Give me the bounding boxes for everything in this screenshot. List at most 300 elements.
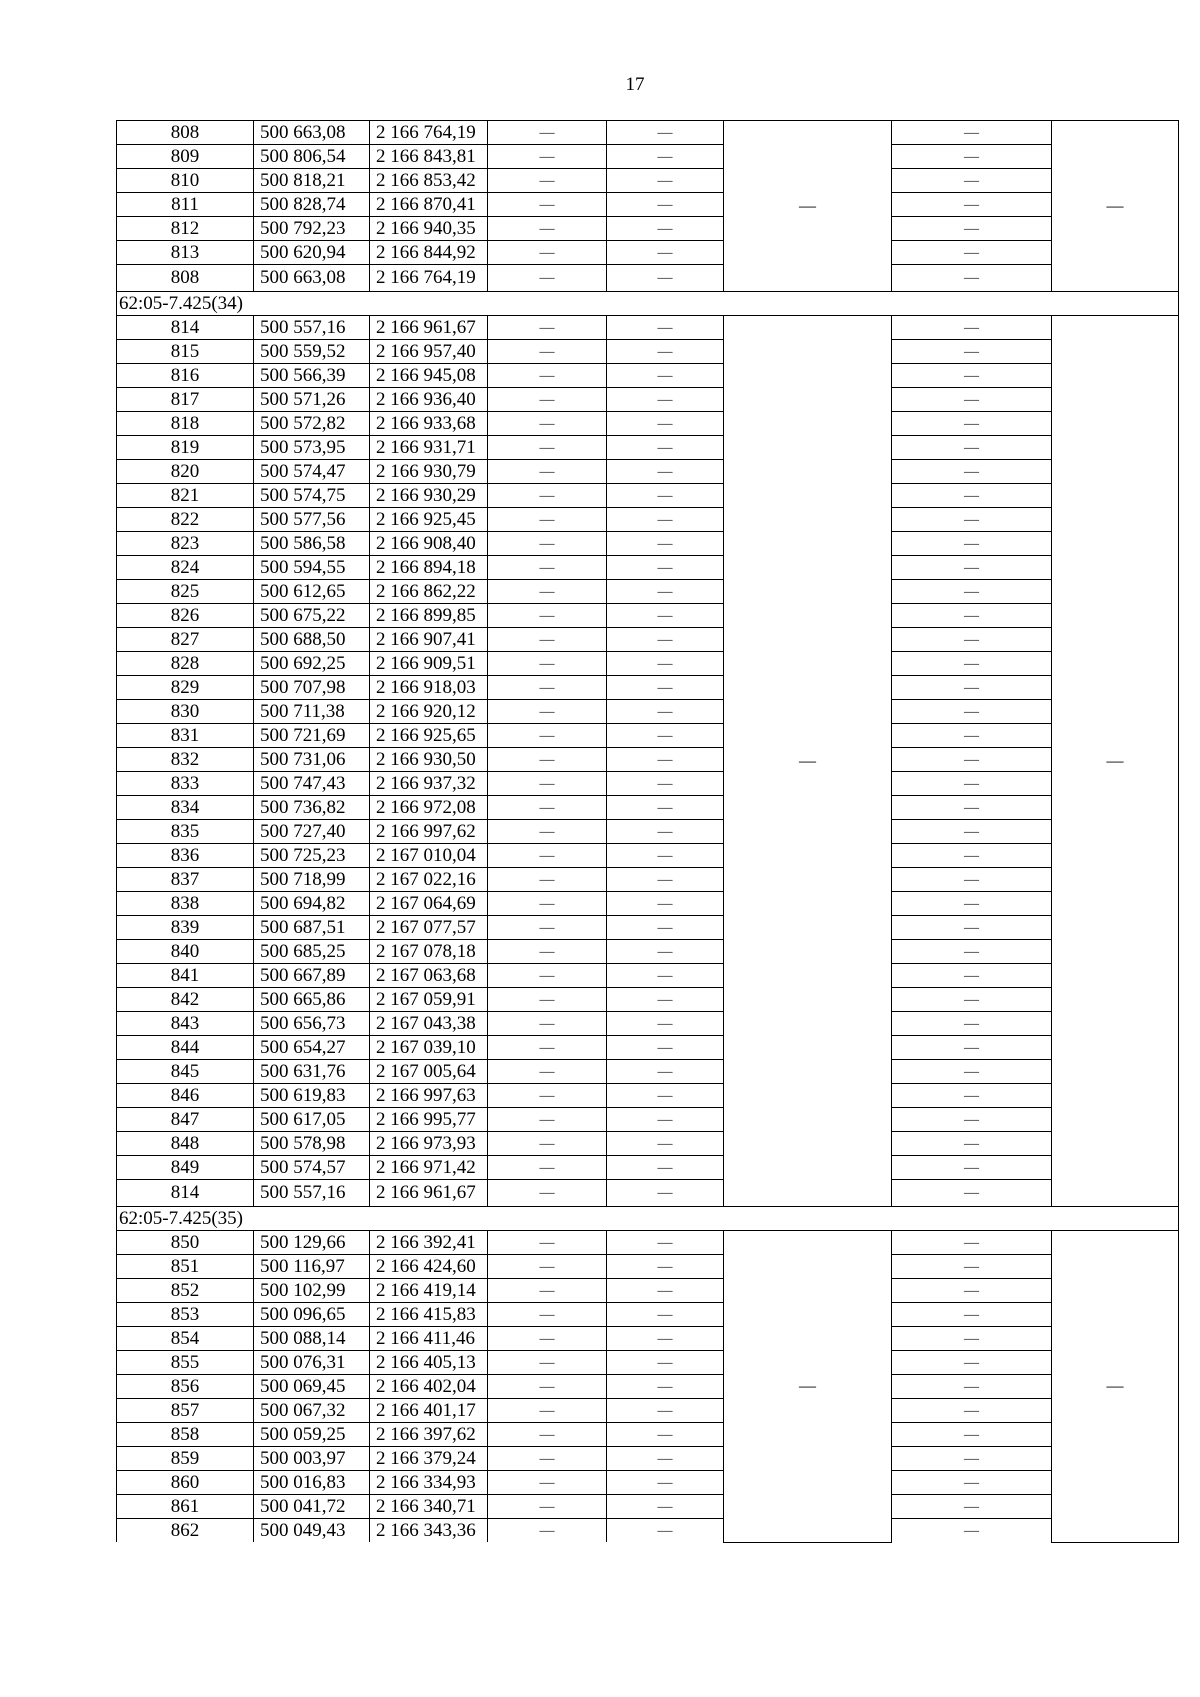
page-number: 17 [625, 74, 645, 95]
point-number: 843 [117, 1012, 254, 1036]
dash-cell: — [607, 1156, 724, 1180]
y-coordinate: 2 167 010,04 [370, 844, 488, 868]
dash-cell: — [488, 1399, 607, 1423]
dash-cell: — [607, 988, 724, 1012]
table-row [117, 1132, 1179, 1156]
dash-cell: — [488, 988, 607, 1012]
point-number: 818 [117, 412, 254, 436]
dash-cell: — [892, 796, 1052, 820]
x-coordinate: 500 747,43 [254, 772, 370, 796]
point-number: 829 [117, 676, 254, 700]
table-row [117, 772, 1179, 796]
point-number: 858 [117, 1423, 254, 1447]
table-row [117, 1399, 1179, 1423]
table-row [117, 388, 1179, 412]
table-row [117, 1327, 1179, 1351]
point-number: 850 [117, 1231, 254, 1255]
dash-cell: — [607, 193, 724, 217]
y-coordinate: 2 166 343,36 [370, 1519, 488, 1543]
y-coordinate: 2 166 945,08 [370, 364, 488, 388]
x-coordinate: 500 718,99 [254, 868, 370, 892]
y-coordinate: 2 166 971,42 [370, 1156, 488, 1180]
table-row [117, 796, 1179, 820]
section-title: 62:05-7.425(34) [117, 292, 1179, 316]
dash-cell: — [488, 1423, 607, 1447]
dash-cell: — [607, 964, 724, 988]
table-row [117, 121, 1179, 145]
table-row [117, 676, 1179, 700]
dash-cell: — [892, 700, 1052, 724]
point-number: 839 [117, 916, 254, 940]
point-number: 808 [117, 121, 254, 145]
dash-cell: — [892, 1036, 1052, 1060]
dash-cell: — [607, 388, 724, 412]
dash-cell: — [607, 217, 724, 241]
dash-cell: — [892, 1303, 1052, 1327]
x-coordinate: 500 694,82 [254, 892, 370, 916]
dash-cell: — [488, 265, 607, 292]
x-coordinate: 500 792,23 [254, 217, 370, 241]
x-coordinate: 500 707,98 [254, 676, 370, 700]
dash-cell: — [488, 652, 607, 676]
x-coordinate: 500 675,22 [254, 604, 370, 628]
point-number: 855 [117, 1351, 254, 1375]
dash-cell: — [488, 700, 607, 724]
table-row [117, 1108, 1179, 1132]
dash-cell: — [488, 556, 607, 580]
x-coordinate: 500 069,45 [254, 1375, 370, 1399]
dash-cell: — [488, 1180, 607, 1207]
y-coordinate: 2 166 930,29 [370, 484, 488, 508]
point-number: 825 [117, 580, 254, 604]
y-coordinate: 2 167 064,69 [370, 892, 488, 916]
y-coordinate: 2 166 907,41 [370, 628, 488, 652]
y-coordinate: 2 166 843,81 [370, 145, 488, 169]
table-row [117, 217, 1179, 241]
dash-cell: — [892, 1327, 1052, 1351]
x-coordinate: 500 631,76 [254, 1060, 370, 1084]
x-coordinate: 500 692,25 [254, 652, 370, 676]
dash-cell: — [488, 1012, 607, 1036]
dash-cell: — [892, 916, 1052, 940]
dash-cell: — [892, 1399, 1052, 1423]
point-number: 821 [117, 484, 254, 508]
dash-cell: — [892, 988, 1052, 1012]
x-coordinate: 500 574,47 [254, 460, 370, 484]
table-row [117, 748, 1179, 772]
table-row [117, 484, 1179, 508]
dash-cell: — [488, 1375, 607, 1399]
y-coordinate: 2 166 972,08 [370, 796, 488, 820]
table-row [117, 532, 1179, 556]
dash-cell: — [892, 364, 1052, 388]
table-row [117, 868, 1179, 892]
x-coordinate: 500 096,65 [254, 1303, 370, 1327]
table-row [117, 508, 1179, 532]
y-coordinate: 2 166 392,41 [370, 1231, 488, 1255]
table-row [117, 1375, 1179, 1399]
dash-cell: — [892, 1471, 1052, 1495]
dash-cell: — [607, 460, 724, 484]
dash-cell: — [488, 1156, 607, 1180]
point-number: 848 [117, 1132, 254, 1156]
table-row [117, 1060, 1179, 1084]
point-number: 849 [117, 1156, 254, 1180]
table-row [117, 1495, 1179, 1519]
dash-cell: — [488, 484, 607, 508]
dash-cell: — [488, 1303, 607, 1327]
dash-cell: — [892, 340, 1052, 364]
dash-cell: — [892, 628, 1052, 652]
x-coordinate: 500 731,06 [254, 748, 370, 772]
y-coordinate: 2 167 022,16 [370, 868, 488, 892]
point-number: 820 [117, 460, 254, 484]
dash-cell: — [607, 652, 724, 676]
merged-dash-cell: — [1052, 121, 1179, 292]
dash-cell: — [607, 796, 724, 820]
y-coordinate: 2 167 077,57 [370, 916, 488, 940]
dash-cell: — [892, 1447, 1052, 1471]
x-coordinate: 500 557,16 [254, 316, 370, 340]
x-coordinate: 500 059,25 [254, 1423, 370, 1447]
dash-cell: — [607, 1279, 724, 1303]
table-row [117, 724, 1179, 748]
point-number: 810 [117, 169, 254, 193]
x-coordinate: 500 656,73 [254, 1012, 370, 1036]
dash-cell: — [488, 916, 607, 940]
y-coordinate: 2 166 844,92 [370, 241, 488, 265]
coordinates-table [116, 120, 1179, 1543]
dash-cell: — [892, 412, 1052, 436]
y-coordinate: 2 167 059,91 [370, 988, 488, 1012]
y-coordinate: 2 166 930,50 [370, 748, 488, 772]
dash-cell: — [892, 1255, 1052, 1279]
dash-cell: — [488, 724, 607, 748]
dash-cell: — [488, 460, 607, 484]
dash-cell: — [892, 676, 1052, 700]
y-coordinate: 2 166 402,04 [370, 1375, 488, 1399]
dash-cell: — [892, 532, 1052, 556]
dash-cell: — [607, 1231, 724, 1255]
dash-cell: — [488, 676, 607, 700]
x-coordinate: 500 129,66 [254, 1231, 370, 1255]
dash-cell: — [607, 820, 724, 844]
point-number: 809 [117, 145, 254, 169]
dash-cell: — [892, 1519, 1052, 1543]
table-row [117, 169, 1179, 193]
x-coordinate: 500 557,16 [254, 1180, 370, 1207]
point-number: 840 [117, 940, 254, 964]
dash-cell: — [607, 1180, 724, 1207]
y-coordinate: 2 166 957,40 [370, 340, 488, 364]
dash-cell: — [607, 580, 724, 604]
x-coordinate: 500 566,39 [254, 364, 370, 388]
table-row [117, 892, 1179, 916]
point-number: 833 [117, 772, 254, 796]
x-coordinate: 500 620,94 [254, 241, 370, 265]
point-number: 814 [117, 316, 254, 340]
dash-cell: — [488, 1060, 607, 1084]
dash-cell: — [607, 265, 724, 292]
x-coordinate: 500 076,31 [254, 1351, 370, 1375]
table-row [117, 364, 1179, 388]
y-coordinate: 2 166 870,41 [370, 193, 488, 217]
dash-cell: — [892, 556, 1052, 580]
dash-cell: — [607, 1423, 724, 1447]
table-row [117, 556, 1179, 580]
dash-cell: — [488, 364, 607, 388]
x-coordinate: 500 578,98 [254, 1132, 370, 1156]
point-number: 813 [117, 241, 254, 265]
table-row [117, 340, 1179, 364]
table-row [117, 700, 1179, 724]
y-coordinate: 2 166 401,17 [370, 1399, 488, 1423]
section-title: 62:05-7.425(35) [117, 1207, 1179, 1231]
x-coordinate: 500 711,38 [254, 700, 370, 724]
dash-cell: — [607, 940, 724, 964]
y-coordinate: 2 167 063,68 [370, 964, 488, 988]
table-row [117, 916, 1179, 940]
x-coordinate: 500 667,89 [254, 964, 370, 988]
point-number: 811 [117, 193, 254, 217]
table-row [117, 1351, 1179, 1375]
dash-cell: — [607, 1108, 724, 1132]
dash-cell: — [892, 724, 1052, 748]
dash-cell: — [607, 241, 724, 265]
x-coordinate: 500 586,58 [254, 532, 370, 556]
table-row [117, 1471, 1179, 1495]
dash-cell: — [607, 1036, 724, 1060]
dash-cell: — [488, 340, 607, 364]
x-coordinate: 500 067,32 [254, 1399, 370, 1423]
dash-cell: — [607, 484, 724, 508]
dash-cell: — [892, 964, 1052, 988]
dash-cell: — [488, 964, 607, 988]
y-coordinate: 2 166 973,93 [370, 1132, 488, 1156]
dash-cell: — [488, 1108, 607, 1132]
y-coordinate: 2 166 894,18 [370, 556, 488, 580]
dash-cell: — [607, 844, 724, 868]
dash-cell: — [607, 892, 724, 916]
y-coordinate: 2 166 930,79 [370, 460, 488, 484]
dash-cell: — [488, 748, 607, 772]
dash-cell: — [892, 580, 1052, 604]
dash-cell: — [892, 169, 1052, 193]
table-row [117, 1036, 1179, 1060]
dash-cell: — [607, 340, 724, 364]
dash-cell: — [892, 868, 1052, 892]
table-row [117, 820, 1179, 844]
x-coordinate: 500 654,27 [254, 1036, 370, 1060]
y-coordinate: 2 166 918,03 [370, 676, 488, 700]
dash-cell: — [892, 1279, 1052, 1303]
dash-cell: — [488, 316, 607, 340]
dash-cell: — [607, 868, 724, 892]
x-coordinate: 500 617,05 [254, 1108, 370, 1132]
dash-cell: — [488, 1132, 607, 1156]
dash-cell: — [488, 628, 607, 652]
dash-cell: — [892, 1495, 1052, 1519]
dash-cell: — [488, 436, 607, 460]
y-coordinate: 2 166 334,93 [370, 1471, 488, 1495]
y-coordinate: 2 166 379,24 [370, 1447, 488, 1471]
dash-cell: — [892, 217, 1052, 241]
merged-dash-cell: — [724, 1231, 892, 1543]
table-row [117, 1519, 1179, 1543]
section-header [117, 1207, 1179, 1231]
dash-cell: — [488, 121, 607, 145]
table-row [117, 193, 1179, 217]
x-coordinate: 500 577,56 [254, 508, 370, 532]
dash-cell: — [892, 844, 1052, 868]
point-number: 814 [117, 1180, 254, 1207]
table-row [117, 1012, 1179, 1036]
y-coordinate: 2 167 078,18 [370, 940, 488, 964]
x-coordinate: 500 574,75 [254, 484, 370, 508]
dash-cell: — [607, 916, 724, 940]
x-coordinate: 500 818,21 [254, 169, 370, 193]
point-number: 831 [117, 724, 254, 748]
y-coordinate: 2 166 415,83 [370, 1303, 488, 1327]
point-number: 827 [117, 628, 254, 652]
dash-cell: — [892, 604, 1052, 628]
x-coordinate: 500 016,83 [254, 1471, 370, 1495]
dash-cell: — [892, 652, 1052, 676]
x-coordinate: 500 663,08 [254, 121, 370, 145]
dash-cell: — [892, 121, 1052, 145]
y-coordinate: 2 166 411,46 [370, 1327, 488, 1351]
dash-cell: — [892, 265, 1052, 292]
y-coordinate: 2 167 043,38 [370, 1012, 488, 1036]
table-row [117, 1084, 1179, 1108]
point-number: 862 [117, 1519, 254, 1543]
x-coordinate: 500 116,97 [254, 1255, 370, 1279]
dash-cell: — [488, 1471, 607, 1495]
dash-cell: — [488, 412, 607, 436]
table-row [117, 940, 1179, 964]
dash-cell: — [607, 1327, 724, 1351]
y-coordinate: 2 166 340,71 [370, 1495, 488, 1519]
point-number: 816 [117, 364, 254, 388]
dash-cell: — [488, 1279, 607, 1303]
dash-cell: — [892, 940, 1052, 964]
point-number: 817 [117, 388, 254, 412]
point-number: 808 [117, 265, 254, 292]
y-coordinate: 2 166 853,42 [370, 169, 488, 193]
dash-cell: — [488, 1231, 607, 1255]
dash-cell: — [892, 1180, 1052, 1207]
dash-cell: — [892, 1132, 1052, 1156]
dash-cell: — [488, 844, 607, 868]
x-coordinate: 500 102,99 [254, 1279, 370, 1303]
dash-cell: — [488, 940, 607, 964]
dash-cell: — [607, 772, 724, 796]
dash-cell: — [488, 796, 607, 820]
point-number: 826 [117, 604, 254, 628]
dash-cell: — [488, 820, 607, 844]
dash-cell: — [488, 868, 607, 892]
dash-cell: — [892, 316, 1052, 340]
x-coordinate: 500 574,57 [254, 1156, 370, 1180]
dash-cell: — [892, 1231, 1052, 1255]
point-number: 847 [117, 1108, 254, 1132]
x-coordinate: 500 572,82 [254, 412, 370, 436]
point-number: 845 [117, 1060, 254, 1084]
y-coordinate: 2 166 909,51 [370, 652, 488, 676]
point-number: 832 [117, 748, 254, 772]
x-coordinate: 500 687,51 [254, 916, 370, 940]
y-coordinate: 2 166 899,85 [370, 604, 488, 628]
dash-cell: — [607, 1060, 724, 1084]
table-row [117, 652, 1179, 676]
y-coordinate: 2 166 419,14 [370, 1279, 488, 1303]
dash-cell: — [488, 241, 607, 265]
dash-cell: — [488, 388, 607, 412]
dash-cell: — [488, 1255, 607, 1279]
x-coordinate: 500 685,25 [254, 940, 370, 964]
dash-cell: — [488, 580, 607, 604]
table-row [117, 1156, 1179, 1180]
y-coordinate: 2 166 940,35 [370, 217, 488, 241]
y-coordinate: 2 166 933,68 [370, 412, 488, 436]
dash-cell: — [607, 1351, 724, 1375]
table-row [117, 1423, 1179, 1447]
y-coordinate: 2 166 995,77 [370, 1108, 488, 1132]
section-header [117, 292, 1179, 316]
y-coordinate: 2 166 936,40 [370, 388, 488, 412]
dash-cell: — [607, 604, 724, 628]
dash-cell: — [607, 1375, 724, 1399]
table-row [117, 436, 1179, 460]
dash-cell: — [892, 1084, 1052, 1108]
dash-cell: — [488, 1447, 607, 1471]
point-number: 815 [117, 340, 254, 364]
x-coordinate: 500 003,97 [254, 1447, 370, 1471]
point-number: 844 [117, 1036, 254, 1060]
y-coordinate: 2 166 920,12 [370, 700, 488, 724]
point-number: 838 [117, 892, 254, 916]
dash-cell: — [892, 241, 1052, 265]
table-row [117, 628, 1179, 652]
dash-cell: — [607, 1255, 724, 1279]
point-number: 834 [117, 796, 254, 820]
dash-cell: — [607, 1519, 724, 1543]
point-number: 854 [117, 1327, 254, 1351]
y-coordinate: 2 167 005,64 [370, 1060, 488, 1084]
dash-cell: — [607, 508, 724, 532]
x-coordinate: 500 725,23 [254, 844, 370, 868]
x-coordinate: 500 559,52 [254, 340, 370, 364]
dash-cell: — [892, 388, 1052, 412]
y-coordinate: 2 166 397,62 [370, 1423, 488, 1447]
table-row [117, 145, 1179, 169]
table-row [117, 1447, 1179, 1471]
x-coordinate: 500 663,08 [254, 265, 370, 292]
point-number: 861 [117, 1495, 254, 1519]
dash-cell: — [892, 748, 1052, 772]
dash-cell: — [607, 169, 724, 193]
dash-cell: — [892, 1012, 1052, 1036]
table-row [117, 1279, 1179, 1303]
table-row [117, 844, 1179, 868]
y-coordinate: 2 166 764,19 [370, 121, 488, 145]
y-coordinate: 2 166 925,45 [370, 508, 488, 532]
point-number: 828 [117, 652, 254, 676]
x-coordinate: 500 571,26 [254, 388, 370, 412]
x-coordinate: 500 721,69 [254, 724, 370, 748]
y-coordinate: 2 166 908,40 [370, 532, 488, 556]
point-number: 822 [117, 508, 254, 532]
